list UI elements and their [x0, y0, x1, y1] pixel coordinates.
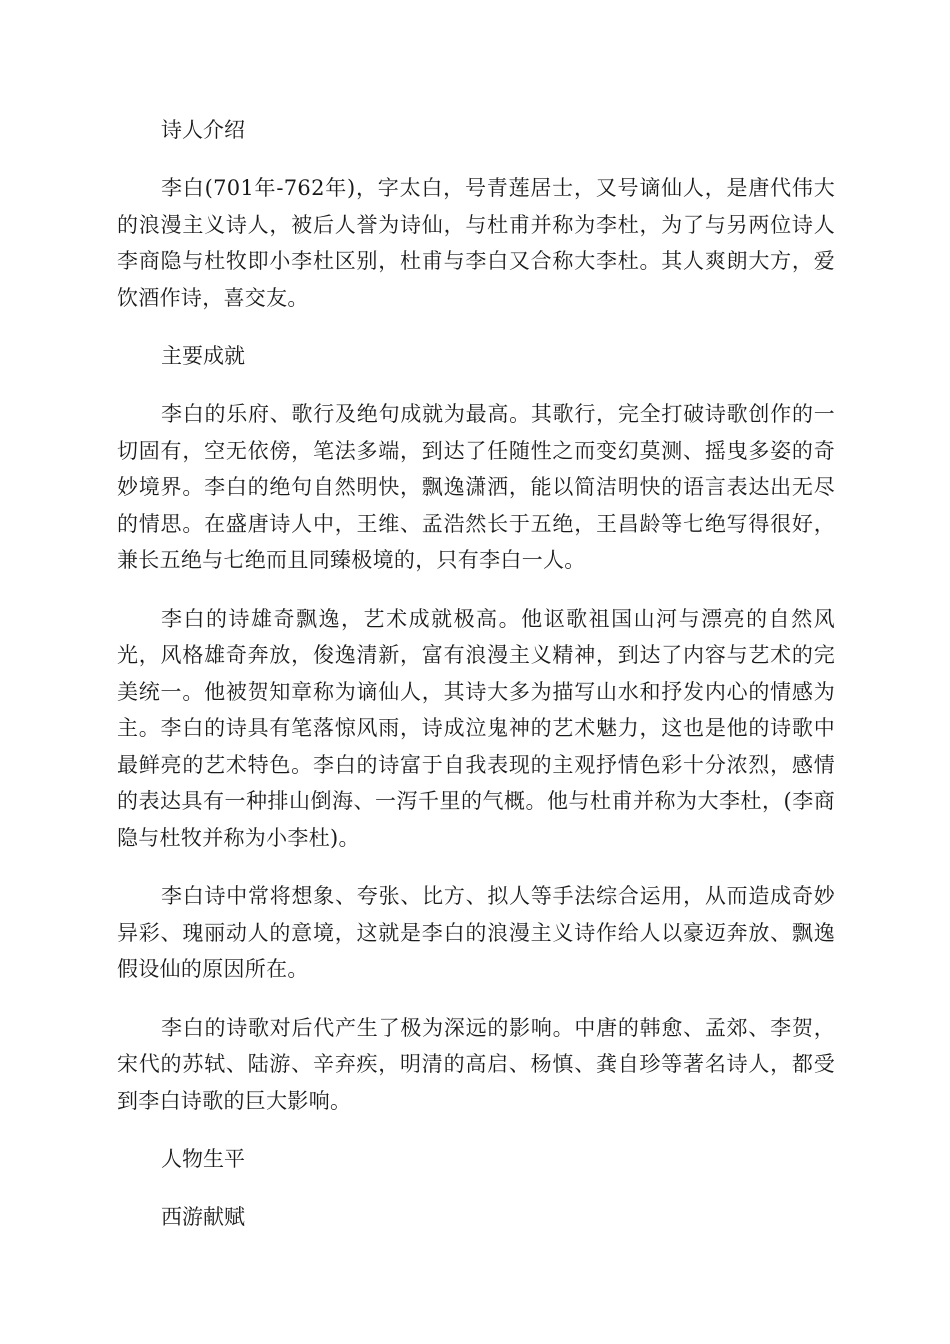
achievement-paragraph-4: 李白的诗歌对后代产生了极为深远的影响。中唐的韩愈、孟郊、李贺，宋代的苏轼、陆游、辛弃疾，明清的高启、杨慎、龚自珍等著名诗人，都受到李白诗歌的巨大影响。	[117, 1015, 835, 1113]
document-page	[117, 112, 835, 1257]
section-heading-westward: 西游献赋	[161, 1205, 245, 1229]
achievement-paragraph-2: 李白的诗雄奇飘逸，艺术成就极高。他讴歌祖国山河与漂亮的自然风光，风格雄奇奔放，俊逸清新，富有浪漫主义精神，到达了内容与艺术的完美统一。他被贺知章称为谪仙人，其诗大多为描写山水和抒发内心的情感为主。李白的诗具有笔落惊风雨，诗成泣鬼神的艺术魅力，这也是他的诗歌中最鲜亮的艺术特色。李白的诗富于自我表现的主观抒情色彩十分浓烈，感情的表达具有一种排山倒海、一泻千里的气概。他与杜甫并称为大李杜，(李商隐与杜牧并称为小李杜)。	[117, 606, 835, 850]
achievement-paragraph-3: 李白诗中常将想象、夸张、比方、拟人等手法综合运用，从而造成奇妙异彩、瑰丽动人的意境，这就是李白的浪漫主义诗作给人以豪迈奔放、飘逸假设仙的原因所在。	[117, 884, 835, 981]
intro-paragraph: 李白(701年-762年)，字太白，号青莲居士，又号谪仙人，是唐代伟大的浪漫主义诗人，被后人誉为诗仙，与杜甫并称为李杜，为了与另两位诗人李商隐与杜牧即小李杜区别，杜甫与李白又合称大李杜。其人爽朗大方，爱饮酒作诗，喜交友。	[117, 176, 835, 310]
section-heading-intro: 诗人介绍	[161, 118, 245, 142]
section-heading-life: 人物生平	[161, 1147, 245, 1171]
achievement-paragraph-1: 李白的乐府、歌行及绝句成就为最高。其歌行，完全打破诗歌创作的一切固有，空无依傍，笔法多端，到达了任随性之而变幻莫测、摇曳多姿的奇妙境界。李白的绝句自然明快，飘逸潇洒，能以简洁明快的语言表达出无尽的情思。在盛唐诗人中，王维、孟浩然长于五绝，王昌龄等七绝写得很好，兼长五绝与七绝而且同臻极境的，只有李白一人。	[117, 402, 835, 572]
section-heading-achievements: 主要成就	[161, 344, 245, 368]
